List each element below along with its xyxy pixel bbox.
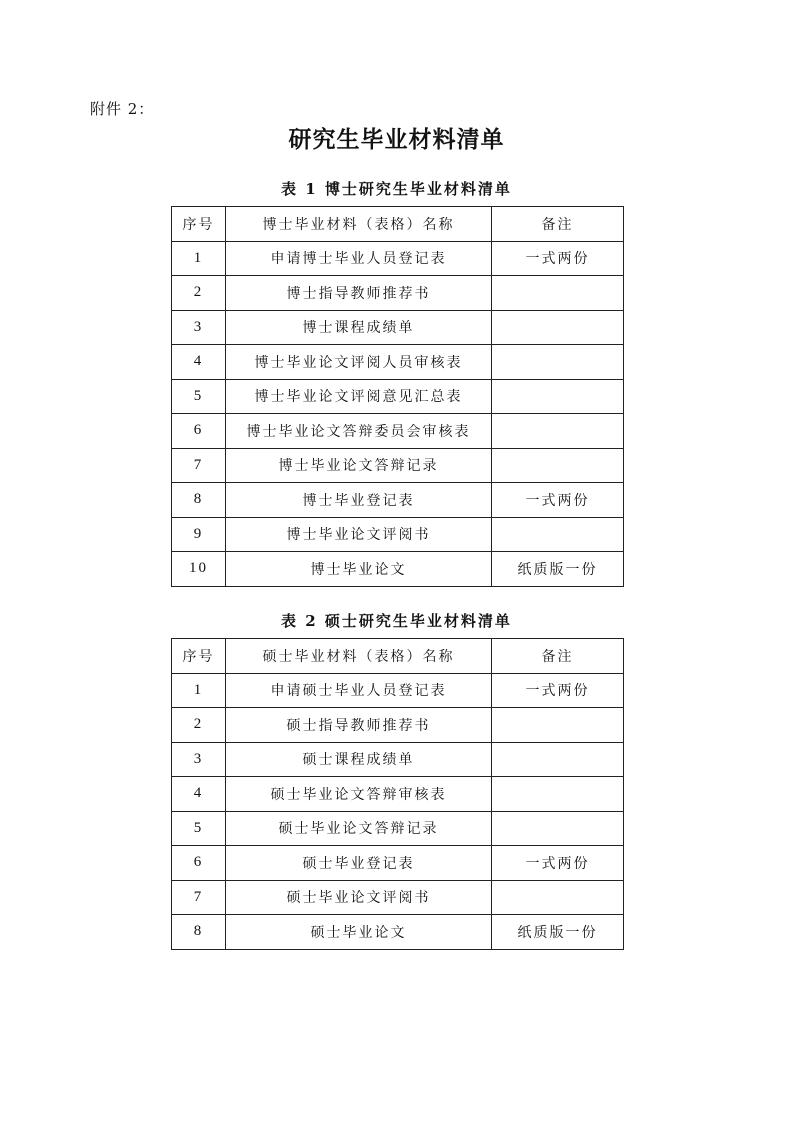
row-material-name: 博士毕业论文答辩委员会审核表: [226, 414, 492, 449]
row-remark: 一式两份: [492, 673, 624, 708]
row-remark: [492, 276, 624, 311]
row-material-name: 硕士毕业论文答辩审核表: [226, 777, 492, 812]
row-remark: [492, 517, 624, 552]
row-number: 4: [172, 777, 226, 812]
table-row: [172, 379, 624, 414]
row-number: 3: [172, 742, 226, 777]
row-number: 8: [172, 483, 226, 518]
table1-caption: 表 1 博士研究生毕业材料清单: [281, 180, 512, 198]
row-material-name: 硕士毕业论文答辩记录: [226, 811, 492, 846]
row-number: 4: [172, 345, 226, 380]
table-row: [172, 483, 624, 518]
header-note: 备注: [492, 639, 624, 674]
row-number: 1: [172, 673, 226, 708]
row-remark: [492, 310, 624, 345]
row-number: 2: [172, 276, 226, 311]
row-remark: [492, 880, 624, 915]
table-row: [172, 673, 624, 708]
row-remark: [492, 379, 624, 414]
row-number: 6: [172, 846, 226, 881]
row-material-name: 申请博士毕业人员登记表: [226, 241, 492, 276]
row-remark: [492, 345, 624, 380]
row-number: 5: [172, 811, 226, 846]
row-number: 1: [172, 241, 226, 276]
row-material-name: 博士毕业登记表: [226, 483, 492, 518]
row-remark: 一式两份: [492, 846, 624, 881]
table-row: [172, 777, 624, 812]
document-title: 研究生毕业材料清单: [288, 126, 505, 153]
table-row: [172, 811, 624, 846]
table-row: [172, 414, 624, 449]
row-remark: [492, 708, 624, 743]
row-number: 7: [172, 880, 226, 915]
table-header-row: [172, 207, 624, 242]
table-row: [172, 276, 624, 311]
table-row: [172, 448, 624, 483]
table2-caption: 表 2 硕士研究生毕业材料清单: [281, 612, 512, 630]
table-row: [172, 310, 624, 345]
row-material-name: 博士毕业论文评阅书: [226, 517, 492, 552]
row-remark: 一式两份: [492, 241, 624, 276]
row-remark: 纸质版一份: [492, 552, 624, 587]
table-row: [172, 552, 624, 587]
row-number: 2: [172, 708, 226, 743]
row-material-name: 博士课程成绩单: [226, 310, 492, 345]
masters-materials-table: [171, 638, 624, 950]
row-remark: [492, 448, 624, 483]
row-material-name: 硕士指导教师推荐书: [226, 708, 492, 743]
row-number: 9: [172, 517, 226, 552]
table-row: [172, 846, 624, 881]
row-remark: 纸质版一份: [492, 915, 624, 950]
table-row: [172, 517, 624, 552]
row-material-name: 博士指导教师推荐书: [226, 276, 492, 311]
doctoral-materials-table: [171, 206, 624, 587]
row-material-name: 博士毕业论文评阅人员审核表: [226, 345, 492, 380]
row-material-name: 硕士毕业论文评阅书: [226, 880, 492, 915]
row-number: 5: [172, 379, 226, 414]
row-number: 8: [172, 915, 226, 950]
row-remark: 一式两份: [492, 483, 624, 518]
table-row: [172, 880, 624, 915]
table-row: [172, 241, 624, 276]
row-remark: [492, 414, 624, 449]
row-number: 3: [172, 310, 226, 345]
row-number: 6: [172, 414, 226, 449]
header-note: 备注: [492, 207, 624, 242]
row-remark: [492, 811, 624, 846]
table-row: [172, 742, 624, 777]
header-name: 硕士毕业材料（表格）名称: [226, 639, 492, 674]
row-material-name: 硕士毕业登记表: [226, 846, 492, 881]
table-header-row: [172, 639, 624, 674]
row-remark: [492, 742, 624, 777]
attachment-label: 附件 2：: [90, 100, 155, 118]
row-material-name: 博士毕业论文答辩记录: [226, 448, 492, 483]
header-no: 序号: [172, 207, 226, 242]
header-name: 博士毕业材料（表格）名称: [226, 207, 492, 242]
row-material-name: 硕士毕业论文: [226, 915, 492, 950]
header-no: 序号: [172, 639, 226, 674]
row-material-name: 硕士课程成绩单: [226, 742, 492, 777]
row-material-name: 申请硕士毕业人员登记表: [226, 673, 492, 708]
table-row: [172, 915, 624, 950]
row-remark: [492, 777, 624, 812]
row-material-name: 博士毕业论文评阅意见汇总表: [226, 379, 492, 414]
row-number: 10: [172, 552, 226, 587]
table-row: [172, 345, 624, 380]
row-material-name: 博士毕业论文: [226, 552, 492, 587]
table-row: [172, 708, 624, 743]
row-number: 7: [172, 448, 226, 483]
